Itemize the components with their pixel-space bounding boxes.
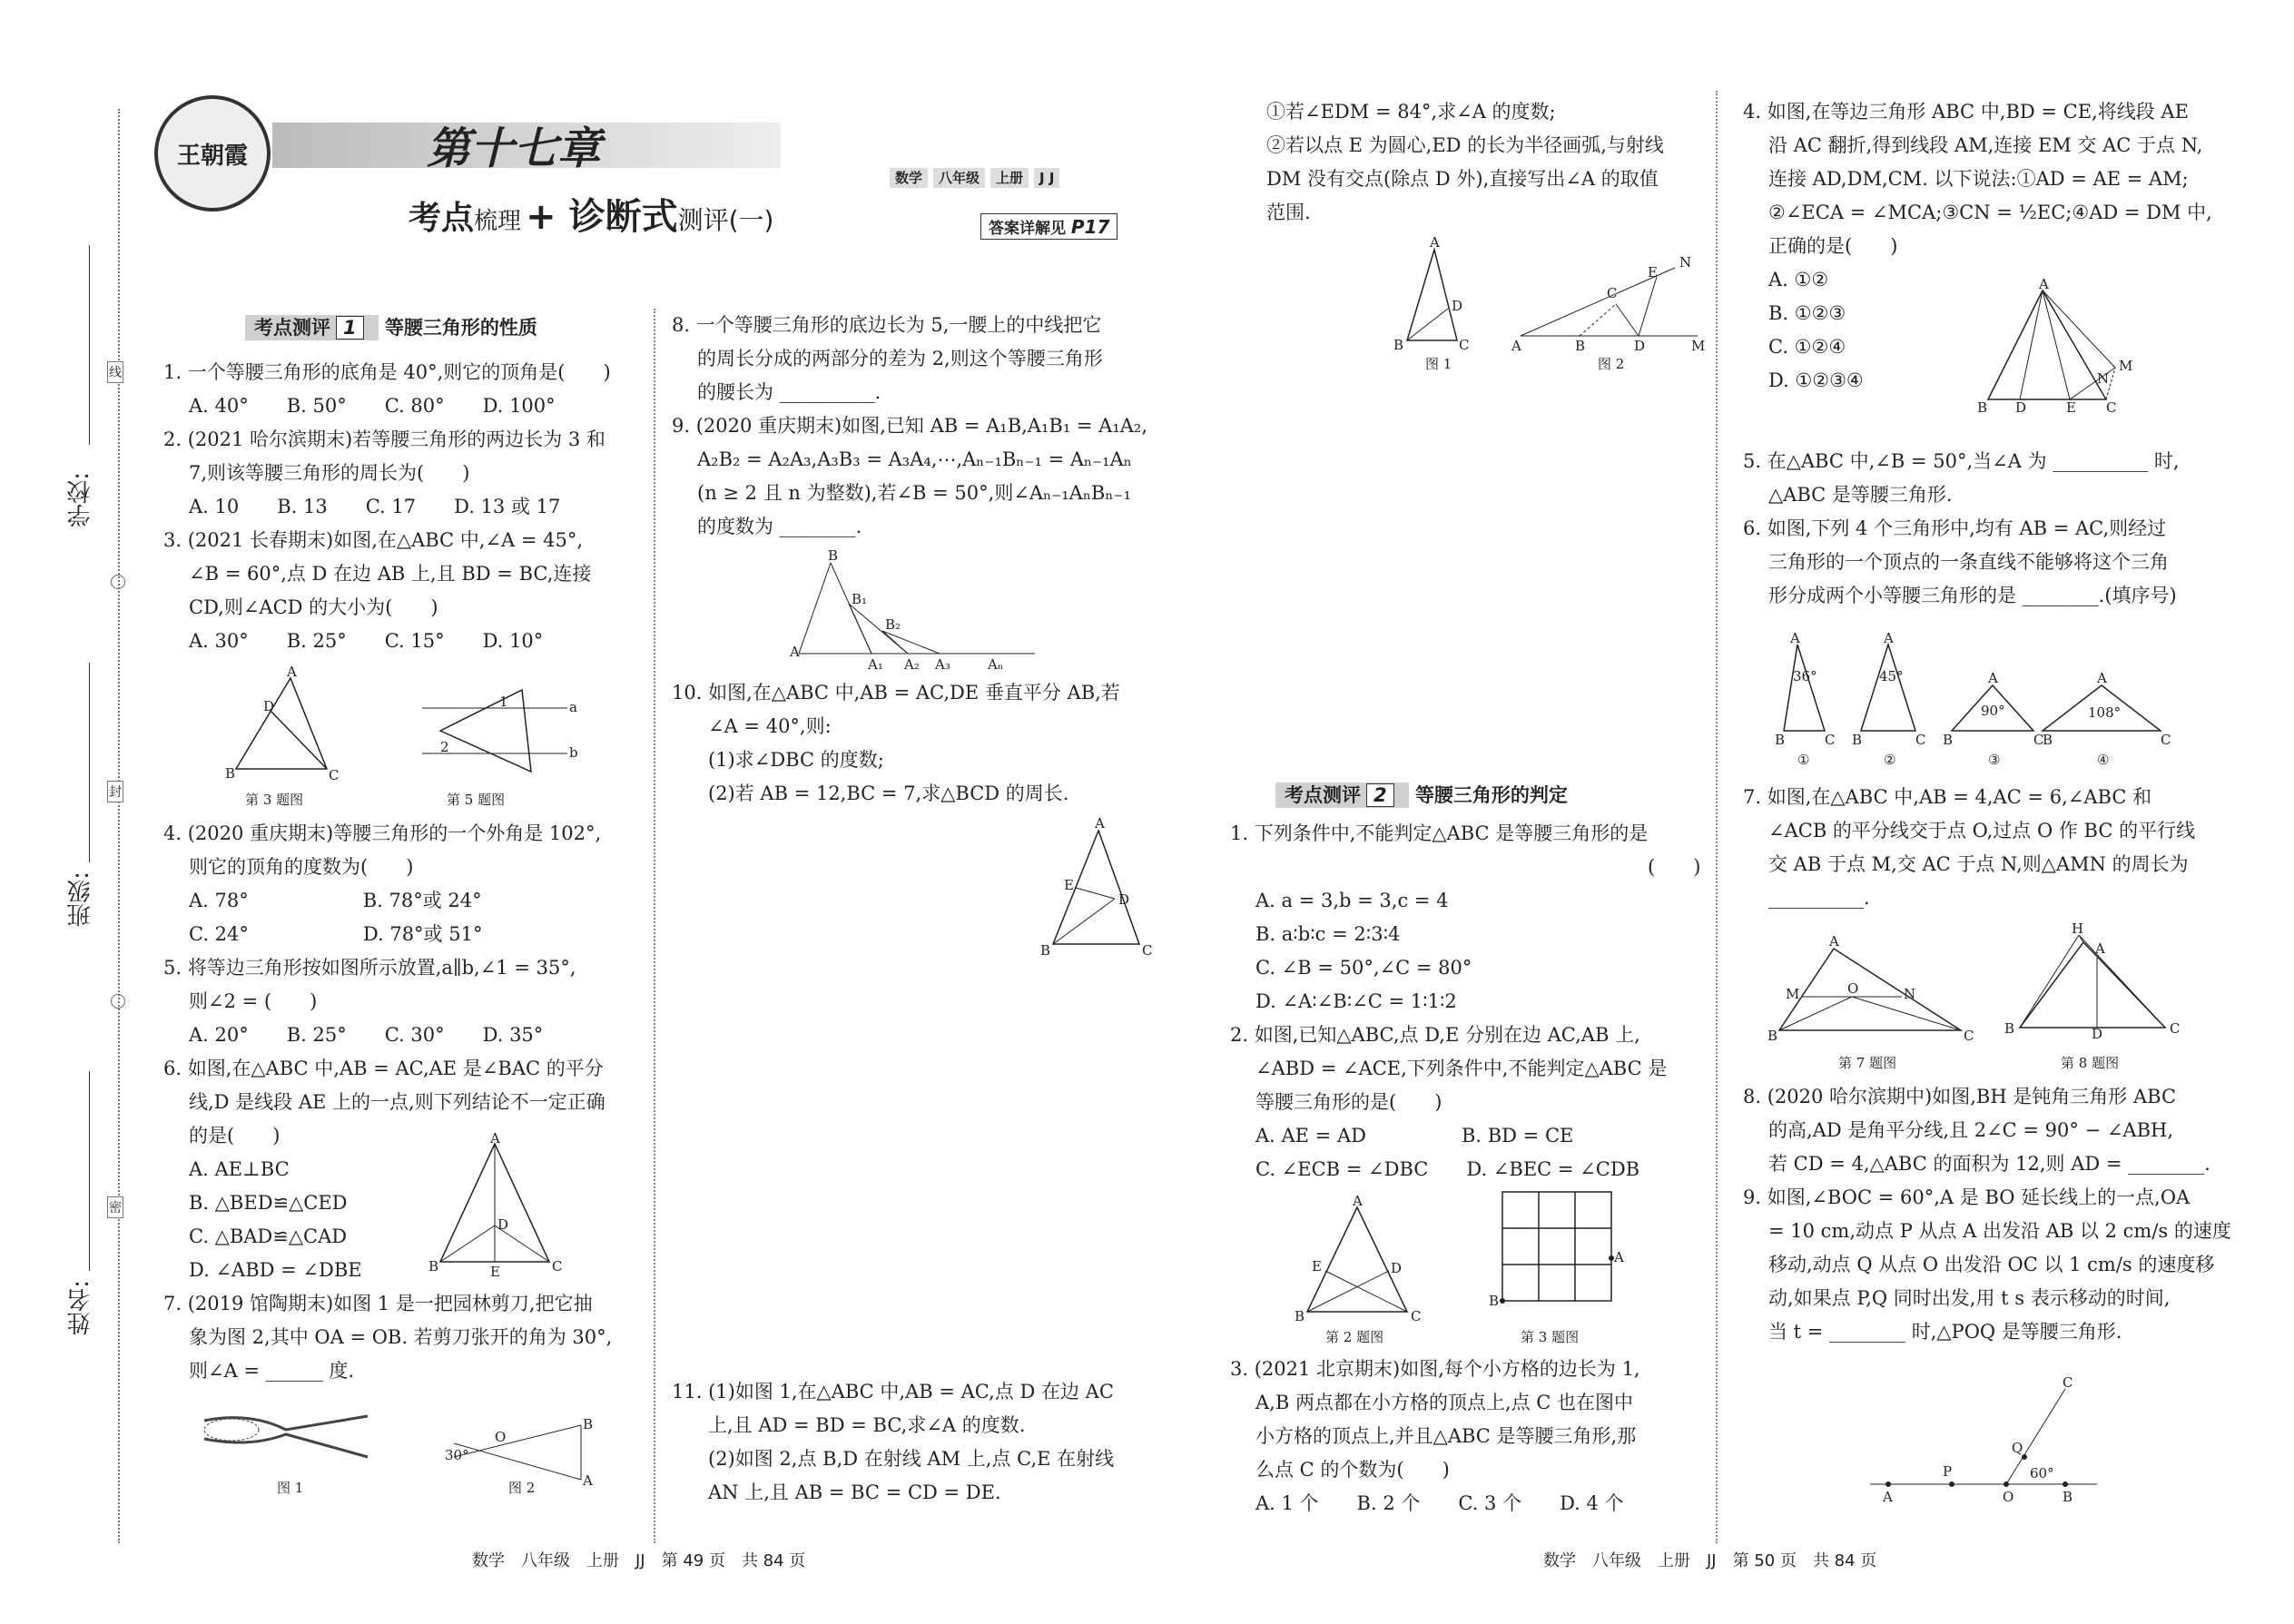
q9-stem-2: A₂B₂ = A₂A₃,A₃B₃ = A₃A₄,⋯,Aₙ₋₁Bₙ₋₁ = Aₙ₋₁Aₙ [697, 448, 1132, 470]
tag-volume: 上册 [990, 168, 1029, 188]
figure-s2-q3-grid [1480, 1187, 1625, 1324]
answer-ref-text: 答案详解见 [989, 220, 1066, 238]
svg-text:B: B [1295, 1308, 1305, 1324]
q11-sub2-3: 范围. [1266, 202, 1311, 223]
svg-text:O: O [2003, 1489, 2014, 1505]
svg-text:60°: 60° [2030, 1465, 2054, 1481]
s2-q3-options: A. 1 个 B. 2 个 C. 3 个 D. 4 个 [1255, 1492, 1624, 1514]
svg-text:A: A [583, 1472, 593, 1489]
q8-stem: 8. 一个等腰三角形的底边长为 5,一腰上的中线把它 [672, 314, 1102, 336]
s2-q6-stem: 6. 如图,下列 4 个三角形中,均有 AB = AC,则经过 [1743, 517, 2167, 539]
section2-title: 等腰三角形的判定 [1414, 784, 1568, 806]
svg-text:C: C [552, 1258, 563, 1275]
q11-part2: (2)如图 2,点 B,D 在射线 AM 上,点 C,E 在射线 [708, 1448, 1115, 1470]
svg-text:A: A [2039, 276, 2049, 292]
q11-sub2-2: DM 没有交点(除点 D 外),直接写出∠A 的取值 [1266, 168, 1659, 190]
q4-stem: 4. (2020 重庆期末)等腰三角形的一个外角是 102°, [163, 822, 602, 844]
svg-text:P: P [1943, 1463, 1953, 1480]
page-title [409, 188, 773, 240]
q11-sub2: ②若以点 E 为圆心,ED 的长为半径画弧,与射线 [1266, 134, 1664, 156]
figure-q5 [413, 681, 576, 781]
s2-q3-stem-2: A,B 两点都在小方格的顶点上,点 C 也在图中 [1255, 1392, 1634, 1413]
svg-text:C: C [1411, 1308, 1422, 1324]
col2-questions [672, 309, 1147, 544]
svg-text:E: E [1312, 1258, 1322, 1275]
svg-text:B: B [1489, 1293, 1500, 1309]
s2-q2-stem: 2. 如图,已知△ABC,点 D,E 分别在边 AC,AB 上, [1230, 1024, 1640, 1046]
q3-stem-2: ∠B = 60°,点 D 在边 AB 上,且 BD = BC,连接 [189, 563, 592, 585]
svg-text:N: N [1679, 254, 1692, 271]
column-divider-1 [654, 309, 655, 1543]
q6-option-d: D. ∠ABD = ∠DBE [189, 1259, 362, 1281]
svg-text:C: C [2106, 399, 2117, 416]
svg-text:A₁: A₁ [868, 656, 883, 673]
q6-option-a: A. AE⊥BC [189, 1158, 290, 1180]
answer-ref [980, 213, 1117, 240]
svg-text:A: A [1095, 815, 1105, 832]
svg-text:B: B [1575, 338, 1586, 354]
tag-edition: J J [1034, 168, 1059, 188]
svg-text:B: B [2063, 1489, 2073, 1505]
s2-q9-stem-4: 动,如果点 P,Q 同时出发,用 t s 表示移动的时间, [1768, 1287, 2171, 1309]
q10-part2: (2)若 AB = 12,BC = 7,求△BCD 的周长. [708, 782, 1069, 804]
s2-q4-option-b: B. ①②③ [1768, 302, 1846, 324]
s2-q9-stem-2: = 10 cm,动点 P 从点 A 出发沿 AB 以 2 cm/s 的速度 [1768, 1220, 2231, 1242]
q6-option-c: C. △BAD≌△CAD [189, 1225, 348, 1247]
binding-margin [0, 0, 127, 1624]
caption-q3: 第 3 题图 [245, 792, 304, 808]
title-a: 考点 [409, 200, 475, 237]
svg-text:M: M [1786, 986, 1800, 1002]
section2-heading [1275, 781, 1568, 808]
footer-right: 数学 八年级 上册 JJ 第 50 页 共 84 页 [1543, 1551, 1877, 1570]
q4-options-1: A. 78° B. 78°或 24° [189, 890, 482, 911]
section1-tag: 考点测评 1 [245, 315, 379, 340]
s2-q2-options-1: A. AE = AD B. BD = CE [1255, 1125, 1574, 1147]
s2-q7-stem: 7. 如图,在△ABC 中,AB = 4,AC = 6,∠ABC 和 [1743, 786, 2152, 808]
col3-questions [1266, 95, 1664, 230]
svg-text:C: C [2170, 1020, 2181, 1037]
svg-text:C: C [2063, 1374, 2073, 1391]
col3-questions-c [1230, 1353, 1640, 1521]
caption-q7-fig1: 图 1 [277, 1480, 304, 1496]
name-field[interactable] [89, 1071, 90, 1271]
q2-stem-2: 7,则该等腰三角形的周长为( ) [189, 462, 470, 484]
caption-q11-fig1: 图 1 [1425, 356, 1452, 372]
logo-text: 王朝霞 [176, 142, 248, 170]
binding-mark-2: 封 [107, 781, 123, 802]
col2-questions-c [672, 1375, 1114, 1510]
col4-questions-c [1743, 781, 2195, 915]
s2-q2-options-2: C. ∠ECB = ∠DBC D. ∠BEC = ∠CDB [1255, 1158, 1640, 1180]
svg-text:A: A [1614, 1249, 1624, 1265]
svg-text:C: C [1825, 732, 1836, 748]
s2-q8-stem: 8. (2020 哈尔滨期中)如图,BH 是钝角三角形 ABC [1743, 1086, 2177, 1107]
class-label: 班级: [67, 871, 94, 927]
name-label: 姓名: [67, 1280, 94, 1335]
q11-part1: 11. (1)如图 1,在△ABC 中,AB = AC,点 D 在边 AC [672, 1381, 1114, 1403]
caption-tri-1: ① [1797, 752, 1810, 768]
s2-q5-stem: 5. 在△ABC 中,∠B = 50°,当∠A 为 __________ 时, [1743, 450, 2180, 472]
svg-text:B₁: B₁ [852, 591, 868, 607]
svg-text:b: b [569, 744, 578, 761]
figure-q9 [781, 549, 1044, 672]
svg-text:C: C [2033, 732, 2044, 748]
q5-options: A. 20° B. 25° C. 30° D. 35° [189, 1024, 544, 1046]
svg-text:E: E [2066, 399, 2076, 416]
q3-options: A. 30° B. 25° C. 15° D. 10° [189, 630, 544, 652]
q1-options: A. 40° B. 50° C. 80° D. 100° [189, 395, 556, 417]
s2-q3-stem: 3. (2021 北京期末)如图,每个小方格的边长为 1, [1230, 1358, 1640, 1380]
figure-q10 [1035, 817, 1153, 962]
s2-q2-stem-2: ∠ABD = ∠ACE,下列条件中,不能判定△ABC 是 [1255, 1058, 1668, 1079]
q10-stem: 10. 如图,在△ABC 中,AB = AC,DE 垂直平分 AB,若 [672, 682, 1120, 704]
s2-q7-stem-2: ∠ACB 的平分线交于点 O,过点 O 作 BC 的平行线 [1768, 820, 2196, 842]
svg-text:D: D [2092, 1026, 2103, 1042]
q9-stem-3: (n ≥ 2 且 n 为整数),若∠B = 50°,则∠Aₙ₋₁AₙBₙ₋₁ [697, 482, 1131, 504]
svg-text:E: E [490, 1264, 500, 1280]
section2-tag: 考点测评 2 [1275, 782, 1409, 808]
svg-text:B: B [2004, 1020, 2015, 1037]
q10-part1: (1)求∠DBC 的度数; [708, 749, 884, 771]
svg-text:D: D [1118, 891, 1130, 908]
svg-text:A: A [1353, 1193, 1363, 1209]
s2-q3-stem-3: 小方格的顶点上,并且△ABC 是等腰三角形,那 [1255, 1425, 1637, 1447]
caption-tri-4: ④ [2097, 752, 2110, 768]
svg-text:B: B [2043, 732, 2053, 748]
binding-dotted-line [118, 109, 120, 1543]
svg-text:108°: 108° [2088, 704, 2122, 721]
s2-q4-stem-2: 沿 AC 翻折,得到线段 AM,连接 EM 交 AC 于点 N, [1768, 134, 2203, 156]
school-label: 学校: [67, 472, 94, 527]
q3-stem: 3. (2021 长春期末)如图,在△ABC 中,∠A = 45°, [163, 529, 584, 551]
svg-text:B: B [1943, 732, 1954, 748]
svg-text:Q: Q [2012, 1440, 2023, 1456]
s2-q8-stem-2: 的高,AD 是角平分线,且 2∠C = 90° − ∠ABH, [1768, 1119, 2174, 1141]
caption-q7-fig2: 图 2 [508, 1480, 536, 1496]
tag-grade: 八年级 [933, 168, 985, 188]
figure-s2-q2 [1289, 1193, 1425, 1325]
col4-questions-d [1743, 1080, 2231, 1349]
class-field[interactable] [89, 663, 90, 862]
q11-sub1: ①若∠EDM = 84°,求∠A 的度数; [1266, 101, 1556, 123]
s2-q4-stem-4: ②∠ECA = ∠MCA;③CN = ½EC;④AD = DM 中, [1768, 202, 2212, 223]
s2-q1-option-c: C. ∠B = 50°,∠C = 80° [1255, 957, 1472, 979]
svg-text:B: B [1767, 1028, 1778, 1044]
s2-q4-option-a: A. ①② [1768, 269, 1829, 290]
svg-text:A: A [287, 664, 297, 680]
binding-mark-1: 线 [107, 361, 123, 383]
svg-text:N: N [2097, 370, 2110, 387]
q7-stem: 7. (2019 馆陶期末)如图 1 是一把园林剪刀,把它抽 [163, 1293, 593, 1314]
section1-heading [245, 313, 537, 340]
s2-q1-stem: 1. 下列条件中,不能判定△ABC 是等腰三角形的是 [1230, 822, 1649, 844]
svg-text:H: H [2072, 920, 2084, 937]
title-c: + 诊断式 [526, 196, 678, 238]
svg-text:D: D [1391, 1260, 1403, 1276]
s2-q9-stem-5: 当 t = ________ 时,△POQ 是等腰三角形. [1768, 1321, 2122, 1343]
figure-s2-q8 [1997, 920, 2181, 1042]
figure-s2-q6 [1770, 630, 2179, 753]
svg-text:A: A [790, 644, 800, 660]
svg-text:A₃: A₃ [935, 656, 950, 673]
q5-stem: 5. 将等边三角形按如图所示放置,a∥b,∠1 = 35°, [163, 957, 576, 979]
svg-text:D: D [2015, 399, 2027, 416]
svg-text:30°: 30° [445, 1447, 469, 1463]
q6-stem: 6. 如图,在△ABC 中,AB = AC,AE 是∠BAC 的平分 [163, 1058, 604, 1079]
column-divider-2 [1716, 91, 1718, 1543]
svg-text:M: M [2119, 358, 2133, 374]
q9-stem-4: 的度数为 ________. [697, 516, 862, 537]
school-field[interactable] [89, 245, 90, 445]
svg-text:1: 1 [499, 694, 508, 710]
q1-stem: 1. 一个等腰三角形的底角是 40°,则它的顶角是( ) [163, 361, 611, 383]
q7-stem-2: 象为图 2,其中 OA = OB. 若剪刀张开的角为 30°, [189, 1326, 613, 1348]
svg-text:B: B [828, 547, 839, 564]
caption-s2-q7: 第 7 题图 [1838, 1055, 1897, 1071]
svg-text:D: D [497, 1216, 509, 1233]
q5-stem-2: 则∠2 = ( ) [189, 990, 318, 1012]
svg-text:D: D [1634, 338, 1646, 354]
svg-text:B: B [428, 1258, 439, 1275]
figure-q11-fig1 [1384, 236, 1493, 354]
svg-text:A: A [1511, 338, 1521, 354]
q2-options: A. 10 B. 13 C. 17 D. 13 或 17 [189, 496, 561, 517]
section1-title: 等腰三角形的性质 [384, 317, 537, 339]
footer-left: 数学 八年级 上册 JJ 第 49 页 共 84 页 [472, 1551, 806, 1570]
s2-q4-stem: 4. 如图,在等边三角形 ABC 中,BD = CE,将线段 AE [1743, 101, 2189, 123]
svg-text:A₂: A₂ [904, 656, 920, 673]
col4-questions-b [1743, 445, 2180, 613]
s2-q1-paren: ( ) [1648, 856, 1701, 878]
s2-q2-stem-3: 等腰三角形的是( ) [1255, 1091, 1442, 1113]
s2-q8-stem-3: 若 CD = 4,△ABC 的面积为 12,则 AD = ________. [1768, 1153, 2210, 1175]
svg-text:A: A [1829, 933, 1839, 950]
s2-q7-stem-3: 交 AB 于点 M,交 AC 于点 N,则△AMN 的周长为 [1768, 853, 2189, 875]
figure-q7-scissors [195, 1403, 377, 1475]
q7-stem-3: 则∠A = ______ 度. [189, 1360, 355, 1382]
s2-q4-stem-3: 连接 AD,DM,CM. 以下说法:①AD = AE = AM; [1768, 168, 2189, 190]
s2-q4-option-d: D. ①②③④ [1768, 369, 1864, 391]
figure-s2-q4 [1970, 276, 2133, 418]
s2-q6-stem-2: 三角形的一个顶点的一条直线不能够将这个三角 [1768, 551, 2169, 573]
figure-s2-q9 [1852, 1374, 2106, 1507]
s2-q7-stem-4: __________. [1768, 887, 1870, 909]
svg-text:N: N [1904, 986, 1916, 1002]
svg-text:C: C [1964, 1028, 1974, 1044]
svg-text:A: A [2097, 670, 2107, 686]
answer-page: P17 [1070, 216, 1110, 238]
col3-questions-b [1230, 817, 1700, 1186]
svg-text:B: B [583, 1416, 594, 1432]
svg-text:E: E [1648, 264, 1658, 281]
q3-stem-3: CD,则∠ACD 的大小为( ) [189, 596, 438, 618]
figure-q11-fig2 [1511, 254, 1707, 354]
binding-mark-3: 密 [107, 1196, 123, 1218]
svg-text:C: C [1142, 942, 1153, 959]
svg-text:A: A [1790, 630, 1800, 646]
s2-q3-stem-4: 么点 C 的个数为( ) [1255, 1459, 1450, 1481]
svg-text:A: A [1883, 1489, 1893, 1505]
svg-text:O: O [495, 1429, 507, 1445]
subject-tags [890, 168, 1059, 187]
svg-text:B: B [1775, 732, 1786, 748]
s2-q4-stem-5: 正确的是( ) [1768, 235, 1898, 257]
s2-q6-stem-3: 形分成两个小等腰三角形的是 ________.(填序号) [1768, 585, 2177, 606]
svg-text:A: A [490, 1130, 500, 1147]
svg-text:A: A [1988, 670, 1998, 686]
svg-text:B₂: B₂ [885, 616, 901, 633]
title-b: 梳理 [474, 208, 522, 235]
binding-hole-2 [111, 994, 125, 1009]
q11-part2-2: AN 上,且 AB = BC = CD = DE. [708, 1481, 1001, 1503]
col1-questions [163, 356, 611, 658]
svg-text:A: A [1884, 630, 1894, 646]
s2-q5-stem-2: △ABC 是等腰三角形. [1768, 484, 1953, 506]
q8-stem-3: 的腰长为 __________. [697, 381, 881, 403]
svg-text:B: B [1852, 732, 1863, 748]
binding-hole-1 [111, 575, 125, 589]
q8-stem-2: 的周长分成的两部分的差为 2,则这个等腰三角形 [697, 348, 1103, 369]
figure-q6 [427, 1130, 563, 1280]
svg-text:C: C [2161, 732, 2171, 748]
s2-q9-stem: 9. 如图,∠BOC = 60°,A 是 BO 延长线上的一点,OA [1743, 1186, 2191, 1208]
title-d: 测评(一) [677, 205, 774, 235]
svg-text:A: A [2095, 940, 2105, 957]
figure-s2-q7 [1766, 935, 1974, 1044]
svg-text:a: a [569, 699, 577, 715]
caption-q11-fig2: 图 2 [1598, 356, 1625, 372]
caption-s2-q8: 第 8 题图 [2061, 1055, 2120, 1071]
svg-text:C: C [1915, 732, 1926, 748]
col2-questions-b [672, 676, 1120, 811]
svg-text:90°: 90° [1981, 703, 2005, 719]
svg-text:Aₙ: Aₙ [988, 656, 1004, 673]
header [145, 86, 1189, 268]
s2-q1-option-b: B. a∶b∶c = 2∶3∶4 [1255, 923, 1401, 945]
q6-stem-2: 线,D 是线段 AE 上的一点,则下列结论不一定正确 [189, 1091, 605, 1113]
q4-stem-2: 则它的顶角的度数为( ) [189, 856, 414, 878]
caption-tri-3: ③ [1988, 752, 2001, 768]
svg-text:B: B [1393, 337, 1404, 353]
q4-options-2: C. 24° D. 78°或 51° [189, 923, 483, 945]
svg-text:45°: 45° [1879, 668, 1904, 684]
caption-tri-2: ② [1884, 752, 1896, 768]
logo [154, 95, 271, 212]
q6-option-b: B. △BED≌△CED [189, 1192, 348, 1214]
svg-text:B: B [1040, 942, 1051, 959]
svg-text:C: C [1607, 285, 1618, 301]
q11-part1-2: 上,且 AD = BD = BC,求∠A 的度数. [708, 1414, 1026, 1436]
caption-s2-q3: 第 3 题图 [1521, 1329, 1580, 1345]
svg-text:D: D [1452, 298, 1463, 314]
s2-q9-stem-3: 移动,动点 Q 从点 O 出发沿 OC 以 1 cm/s 的速度移 [1768, 1254, 2215, 1275]
svg-text:2: 2 [440, 739, 449, 755]
svg-text:B: B [1977, 399, 1988, 416]
caption-q5: 第 5 题图 [447, 792, 506, 808]
svg-text:O: O [1847, 980, 1859, 997]
figure-q3 [218, 664, 345, 785]
col1-questions-b [163, 817, 612, 1388]
q9-stem: 9. (2020 重庆期末)如图,已知 AB = A₁B,A₁B₁ = A₁A₂, [672, 415, 1148, 437]
svg-text:M: M [1691, 338, 1706, 354]
svg-text:36°: 36° [1793, 668, 1817, 684]
s2-q4-option-c: C. ①②④ [1768, 336, 1846, 358]
svg-text:A: A [1430, 234, 1440, 251]
s2-q1-option-d: D. ∠A∶∠B∶∠C = 1∶1∶2 [1255, 990, 1457, 1012]
q2-stem: 2. (2021 哈尔滨期末)若等腰三角形的两边长为 3 和 [163, 428, 605, 450]
s2-q1-option-a: A. a = 3,b = 3,c = 4 [1255, 890, 1449, 911]
svg-text:B: B [225, 765, 236, 782]
svg-text:C: C [1459, 337, 1470, 353]
q6-stem-3: 的是( ) [189, 1125, 281, 1147]
svg-text:C: C [329, 767, 340, 783]
tag-subject: 数学 [890, 168, 928, 188]
q10-stem-2: ∠A = 40°,则: [708, 715, 832, 737]
svg-text:D: D [263, 698, 275, 714]
svg-text:E: E [1064, 877, 1074, 893]
caption-s2-q2: 第 2 题图 [1325, 1329, 1384, 1345]
chapter-title: 第十七章 [427, 123, 602, 174]
